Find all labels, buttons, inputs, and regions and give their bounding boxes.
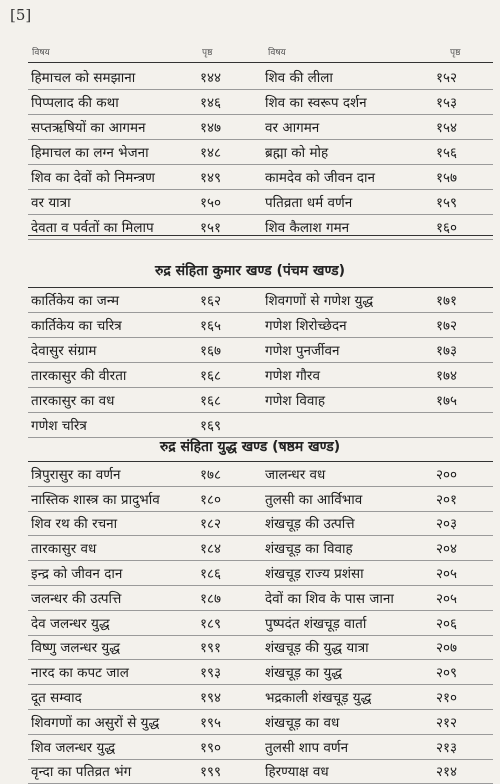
entry-title-left: वर यात्रा <box>31 195 71 211</box>
entry-page-right: २१० <box>436 690 458 707</box>
section3-title: रुद्र संहिता युद्ध खण्ड (षष्ठम खण्ड) <box>159 439 341 455</box>
entry-title-right: शंखचूड़ का विवाह <box>265 541 353 558</box>
entry-title-right: भद्रकाली शंखचूड़ युद्ध <box>265 690 372 707</box>
entry-title-left: नास्तिक शास्त्र का प्रादुर्भाव <box>31 491 160 508</box>
index-row <box>28 190 493 215</box>
entry-page-left: १७८ <box>200 466 222 483</box>
section3-table <box>28 462 493 784</box>
entry-page-right: १५७ <box>436 170 458 186</box>
index-row <box>28 288 493 313</box>
entry-title-right: शिव की लीला <box>265 70 333 86</box>
entry-title-right: गणेश पुनर्जीवन <box>265 343 340 359</box>
entry-title-right: जालन्धर वध <box>265 466 326 483</box>
entry-title-left: शिव रथ की रचना <box>31 516 118 533</box>
entry-page-right: २०० <box>436 466 458 483</box>
index-row <box>28 636 493 661</box>
entry-title-left: कार्तिकेय का जन्म <box>31 293 120 309</box>
entry-page-left: १८९ <box>200 615 222 632</box>
index-row <box>28 215 493 240</box>
entry-page-left: १९१ <box>200 640 222 657</box>
entry-page-right: २०३ <box>436 516 458 533</box>
entry-title-right: तुलसी शाप वर्णन <box>265 739 349 756</box>
entry-page-right: १७३ <box>436 343 458 359</box>
entry-title-right: गणेश शिरोच्छेदन <box>265 318 347 334</box>
entry-page-left: १८२ <box>200 516 222 533</box>
entry-title-left: हिमाचल का लग्न भेजना <box>31 145 149 161</box>
entry-page-right: १५३ <box>436 95 458 111</box>
entry-page-left: १४४ <box>200 70 222 86</box>
entry-page-left: १६७ <box>200 343 222 359</box>
entry-title-right: गणेश गौरव <box>265 368 320 384</box>
page-number: [5] <box>10 6 32 24</box>
entry-title-left: दूत सम्वाद <box>31 690 82 707</box>
index-row <box>28 115 493 140</box>
index-row <box>28 165 493 190</box>
entry-title-left: सप्तऋषियों का आगमन <box>31 120 146 136</box>
entry-title-left: तारकासुर वध <box>31 541 97 558</box>
entry-page-left: १८७ <box>200 590 222 607</box>
entry-page-left: १९४ <box>200 690 222 707</box>
entry-title-right: कामदेव को जीवन दान <box>265 170 376 186</box>
column-header-page-right: पृष्ठ <box>450 48 461 58</box>
entry-title-right: वर आगमन <box>265 120 320 136</box>
entry-page-right: १६० <box>436 220 458 236</box>
index-row <box>28 586 493 611</box>
index-row <box>28 90 493 115</box>
entry-page-left: १५१ <box>200 220 222 236</box>
index-row <box>28 685 493 710</box>
entry-page-right: २०९ <box>436 665 458 682</box>
entry-title-left: नारद का कपट जाल <box>31 665 129 682</box>
index-row <box>28 487 493 512</box>
entry-title-right: गणेश विवाह <box>265 393 326 409</box>
index-row <box>28 65 493 90</box>
entry-title-right: हिरण्याक्ष वध <box>265 764 329 781</box>
entry-page-left: १६२ <box>200 293 222 309</box>
entry-page-right: १७५ <box>436 393 458 409</box>
entry-title-left: कार्तिकेय का चरित्र <box>31 318 122 334</box>
entry-title-left: तारकासुर की वीरता <box>31 368 127 384</box>
entry-title-left: शिवगणों का असुरों से युद्ध <box>31 714 160 731</box>
index-row <box>28 611 493 636</box>
index-row <box>28 512 493 537</box>
entry-page-right: १७२ <box>436 318 458 334</box>
entry-page-right: १५६ <box>436 145 458 161</box>
entry-title-right: शंखचूड़ की उत्पत्ति <box>265 516 355 533</box>
entry-page-left: १८६ <box>200 566 222 583</box>
entry-page-right: २०१ <box>436 491 458 508</box>
entry-title-left: गणेश चरित्र <box>31 418 87 434</box>
entry-title-left: विष्णु जलन्धर युद्ध <box>31 640 121 657</box>
entry-title-left: वृन्दा का पतिव्रत भंग <box>31 764 132 781</box>
entry-title-right: शिव कैलाश गमन <box>265 220 350 236</box>
index-row <box>28 413 493 438</box>
entry-title-right: पतिव्रता धर्म वर्णन <box>265 195 353 211</box>
entry-page-right: १७४ <box>436 368 458 384</box>
entry-title-left: इन्द्र को जीवन दान <box>31 566 123 583</box>
entry-page-left: १९९ <box>200 764 222 781</box>
entry-page-left: १९५ <box>200 714 222 731</box>
entry-page-left: १८० <box>200 491 222 508</box>
entry-title-right: शंखचूड़ का वध <box>265 714 340 731</box>
entry-title-left: शिव जलन्धर युद्ध <box>31 739 116 756</box>
entry-page-left: १८४ <box>200 541 222 558</box>
entry-page-left: १६८ <box>200 393 222 409</box>
index-row <box>28 660 493 685</box>
index-row <box>28 760 493 784</box>
column-header-subject-left: विषय <box>32 48 50 58</box>
entry-page-right: २०४ <box>436 541 458 558</box>
entry-page-left: १६९ <box>200 418 222 434</box>
entry-title-right: शिवगणों से गणेश युद्ध <box>265 293 374 309</box>
entry-page-right: २०६ <box>436 615 458 632</box>
entry-page-left: १४६ <box>200 95 222 111</box>
entry-title-left: पिप्पलाद की कथा <box>31 95 119 111</box>
entry-page-right: २०७ <box>436 640 458 657</box>
entry-page-right: १७१ <box>436 293 458 309</box>
index-row <box>28 462 493 487</box>
entry-page-right: १५४ <box>436 120 458 136</box>
column-header-subject-right: विषय <box>268 48 286 58</box>
index-row <box>28 313 493 338</box>
entry-title-right: देवों का शिव के पास जाना <box>265 590 394 607</box>
column-headers <box>30 45 490 61</box>
entry-title-right: शंखचूड़ का युद्ध <box>265 665 343 682</box>
index-row <box>28 536 493 561</box>
entry-title-right: ब्रह्मा को मोह <box>265 145 329 161</box>
entry-page-right: १५२ <box>436 70 458 86</box>
entry-page-right: २१३ <box>436 739 458 756</box>
entry-page-left: १५० <box>200 195 222 211</box>
header-rule <box>28 62 493 63</box>
entry-page-right: २१४ <box>436 764 458 781</box>
section1-table <box>28 65 493 240</box>
entry-title-left: त्रिपुरासुर का वर्णन <box>31 466 121 483</box>
entry-title-left: देवता व पर्वतों का मिलाप <box>31 220 154 236</box>
entry-title-right: पुष्पदंत शंखचूड़ वार्ता <box>265 615 367 632</box>
entry-page-left: १४७ <box>200 120 222 136</box>
entry-page-left: १६५ <box>200 318 222 334</box>
entry-title-right: शंखचूड़ राज्य प्रशंसा <box>265 566 364 583</box>
index-row <box>28 388 493 413</box>
entry-title-right: तुलसी का आर्विभाव <box>265 491 363 508</box>
entry-title-left: तारकासुर का वध <box>31 393 115 409</box>
entry-title-left: देवासुर संग्राम <box>31 343 97 359</box>
entry-page-right: २०५ <box>436 590 458 607</box>
entry-page-left: १६८ <box>200 368 222 384</box>
entry-page-left: १४८ <box>200 145 222 161</box>
entry-page-left: १९० <box>200 739 222 756</box>
section2-table <box>28 288 493 438</box>
index-row <box>28 561 493 586</box>
index-row <box>28 338 493 363</box>
section2-title: रुद्र संहिता कुमार खण्ड (पंचम खण्ड) <box>155 263 345 279</box>
entry-title-left: हिमाचल को समझाना <box>31 70 136 86</box>
index-row <box>28 363 493 388</box>
entry-title-right: शिव का स्वरूप दर्शन <box>265 95 367 111</box>
column-header-page-left: पृष्ठ <box>202 48 213 58</box>
entry-page-left: १४९ <box>200 170 222 186</box>
index-row <box>28 735 493 760</box>
index-row <box>28 710 493 735</box>
entry-page-left: १९३ <box>200 665 222 682</box>
section1-bottom-rule <box>28 235 493 236</box>
entry-page-right: १५९ <box>436 195 458 211</box>
entry-title-left: देव जलन्धर युद्ध <box>31 615 110 632</box>
entry-page-right: २०५ <box>436 566 458 583</box>
entry-title-right: शंखचूड़ की युद्ध यात्रा <box>265 640 369 657</box>
index-row <box>28 140 493 165</box>
entry-title-left: जलन्धर की उत्पत्ति <box>31 590 122 607</box>
entry-title-left: शिव का देवों को निमन्त्रण <box>31 170 155 186</box>
entry-page-right: २१२ <box>436 714 458 731</box>
